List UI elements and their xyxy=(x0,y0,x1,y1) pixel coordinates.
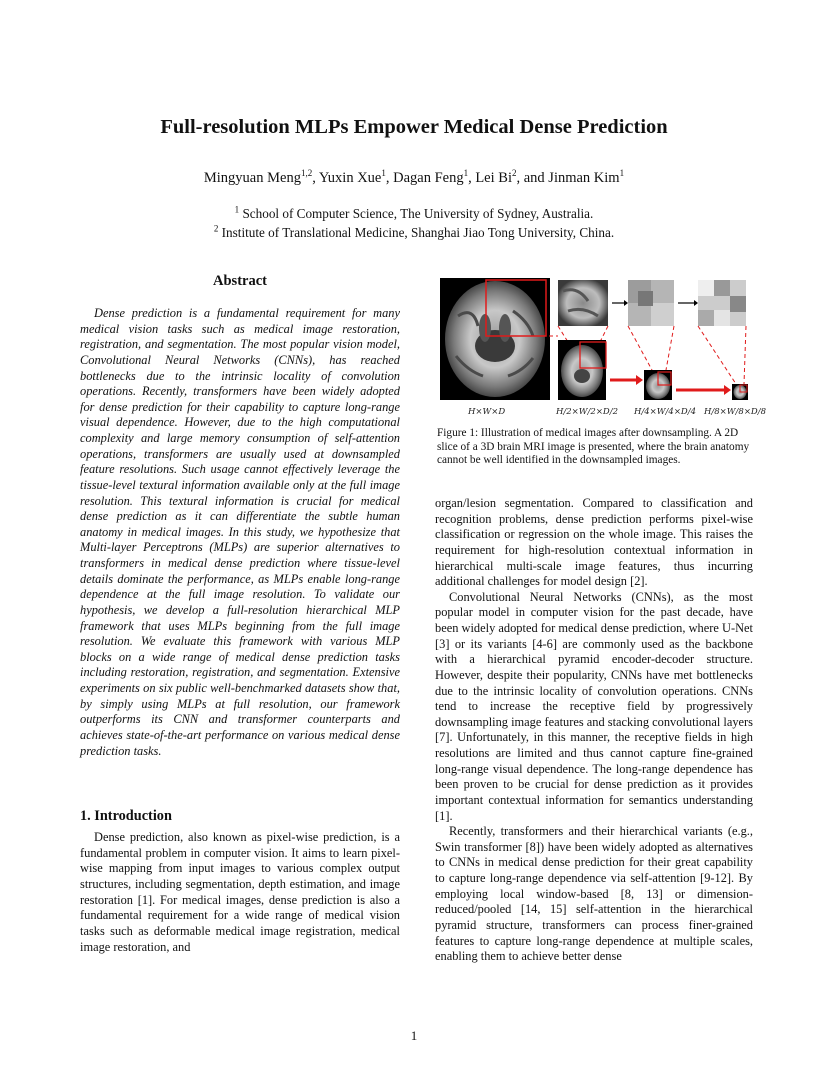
dimension-label-full: H×W×D xyxy=(468,407,506,417)
abstract-heading: Abstract xyxy=(213,273,267,289)
author-affiliation-mark: 1 xyxy=(463,168,469,179)
dimension-label-eighth: H/8×W/8×D/8 xyxy=(704,407,767,417)
figure-1-graphic xyxy=(438,276,758,422)
section-heading-introduction: 1. Introduction xyxy=(80,808,172,824)
author-affiliation-mark: 1 xyxy=(619,168,625,179)
intro-paragraph: Recently, transformers and their hierarchical variants (e.g., Swin transformer [8]) have been widely adopted as alternatives to CNNs in medical dense prediction for their great capability to capture long-range dependence via self-attention [9-12]. By employing local window-based [8, 13] or dimension-reduced/pooled [14, 15] self-attention in the hierarchical pyramid structure, transformers can process finer-grained features to capture long-range dependence at multiple scales, enabling them to achieve better dense xyxy=(435,824,753,964)
author-affiliation-mark: 1,2 xyxy=(300,168,313,179)
dimension-label-quarter: H/4×W/4×D/4 xyxy=(634,407,697,417)
author-separator: , xyxy=(312,170,319,186)
paper-title: Full-resolution MLPs Empower Medical Dense Prediction xyxy=(160,116,668,138)
affiliation-number: 2 xyxy=(213,223,219,234)
author-name: Jinman Kim xyxy=(548,170,620,186)
affiliation-number: 1 xyxy=(234,204,240,215)
author-separator: , xyxy=(385,170,394,186)
intro-col2 xyxy=(435,496,753,965)
author-name: Mingyuan Meng xyxy=(203,170,301,186)
affiliation-text: Institute of Translational Medicine, Shanghai Jiao Tong University, China. xyxy=(221,225,615,240)
author-name: Dagan Feng xyxy=(393,170,464,186)
author-affiliation-mark: 1 xyxy=(381,168,386,179)
page-number: 1 xyxy=(410,1028,418,1043)
abstract-body: Dense prediction is a fundamental requirement for many medical vision tasks such as medical image restoration, registration, and segmentation. The most popular vision model, Convolutional Neural Networks (CNNs), has reached bottlenecks due to the intrinsic locality of convolution operations. Recently, transformers have been widely adopted for dense prediction for their capability to capture long-range visual dependence. However, due to the high computational complexity and large memory consumption of self-attention operations, transformers are usually used at downsampled feature resolutions. Such usage cannot effectively leverage the tissue-level textural information available only at the full image resolution. This textural information is crucial for medical dense prediction as it can differentiate the subtle human anatomy in medical images. In this study, we hypothesize that Multi-layer Perceptrons (MLPs) are superior alternatives to transformers in medical dense prediction where tissue-level details dominate the performance, as MLPs enable long-range dependence at the full image resolution. To validate our hypothesis, we develop a full-resolution hierarchical MLP framework that uses MLPs beginning from the full image resolution. We evaluate this framework with various MLP blocks on a wide range of medical dense prediction tasks including restoration, registration, and segmentation. Extensive experiments on six public well-benchmarked datasets show that, by simply using MLPs at full resolution, our framework outperforms its CNN and transformer counterparts and achieves state-of-the-art performance on various medical dense prediction tasks. xyxy=(80,306,400,758)
author-list xyxy=(0,170,828,187)
crop-level-2 xyxy=(558,280,608,326)
author-name: Yuxin Xue xyxy=(318,170,382,186)
dimension-label-half: H/2×W/2×D/2 xyxy=(556,407,619,417)
author-separator: , and xyxy=(516,170,549,186)
author-name: Lei Bi xyxy=(475,170,512,186)
author-affiliation-mark: 2 xyxy=(511,168,517,179)
author-separator: , xyxy=(468,170,476,186)
intro-paragraph: Convolutional Neural Networks (CNNs), as the most popular model in computer vision for the past decade, have been widely adopted for medical dense prediction, where U-Net [3] or its variants [4-6] are commonly used as the backbone with a hierarchical pyramid encoder-decoder structure. However, despite their popularity, CNNs have met bottlenecks due to the intrinsic locality of convolution operations. CNNs tend to increase the receptive field by progressively downsampling image features and stacking convolutional layers [7]. Unfortunately, in this manner, the receptive fields in high resolutions are limited and thus cannot capture fine-grained long-range visual dependence. The long-range dependence has been proven to be crucial for dense prediction as it provides important contextual information for semantics understanding [1]. xyxy=(435,589,753,823)
affiliation-text: School of Computer Science, The University of Sydney, Australia. xyxy=(242,206,594,221)
affiliation-2 xyxy=(0,225,828,241)
affiliation-1 xyxy=(0,206,828,222)
figure-1 xyxy=(438,276,767,422)
intro-paragraph: organ/lesion segmentation. Compared to classification and recognition problems, dense prediction performs pixel-wise classification or regression on the whole image. This raises the requirement for high-resolution contextual information in hierarchical multi-scale image features, thus incurring additional challenges for model design [2]. xyxy=(435,496,753,589)
figure-1-caption: Figure 1: Illustration of medical images after downsampling. A 2D slice of a 3D brain MRI image is presented, where the brain anatomy cannot be well identified in the downsampled images. xyxy=(437,427,750,467)
intro-paragraph-col1: Dense prediction, also known as pixel-wise prediction, is a fundamental problem in computer vision. It aims to learn pixel-wise mapping from input images to various complex output structures, including segmentation, depth estimation, and image restoration [1]. For medical images, dense prediction is also a fundamental requirement for a wide range of medical vision tasks such as deformable medical image registration, medical image restoration, and xyxy=(80,830,400,954)
